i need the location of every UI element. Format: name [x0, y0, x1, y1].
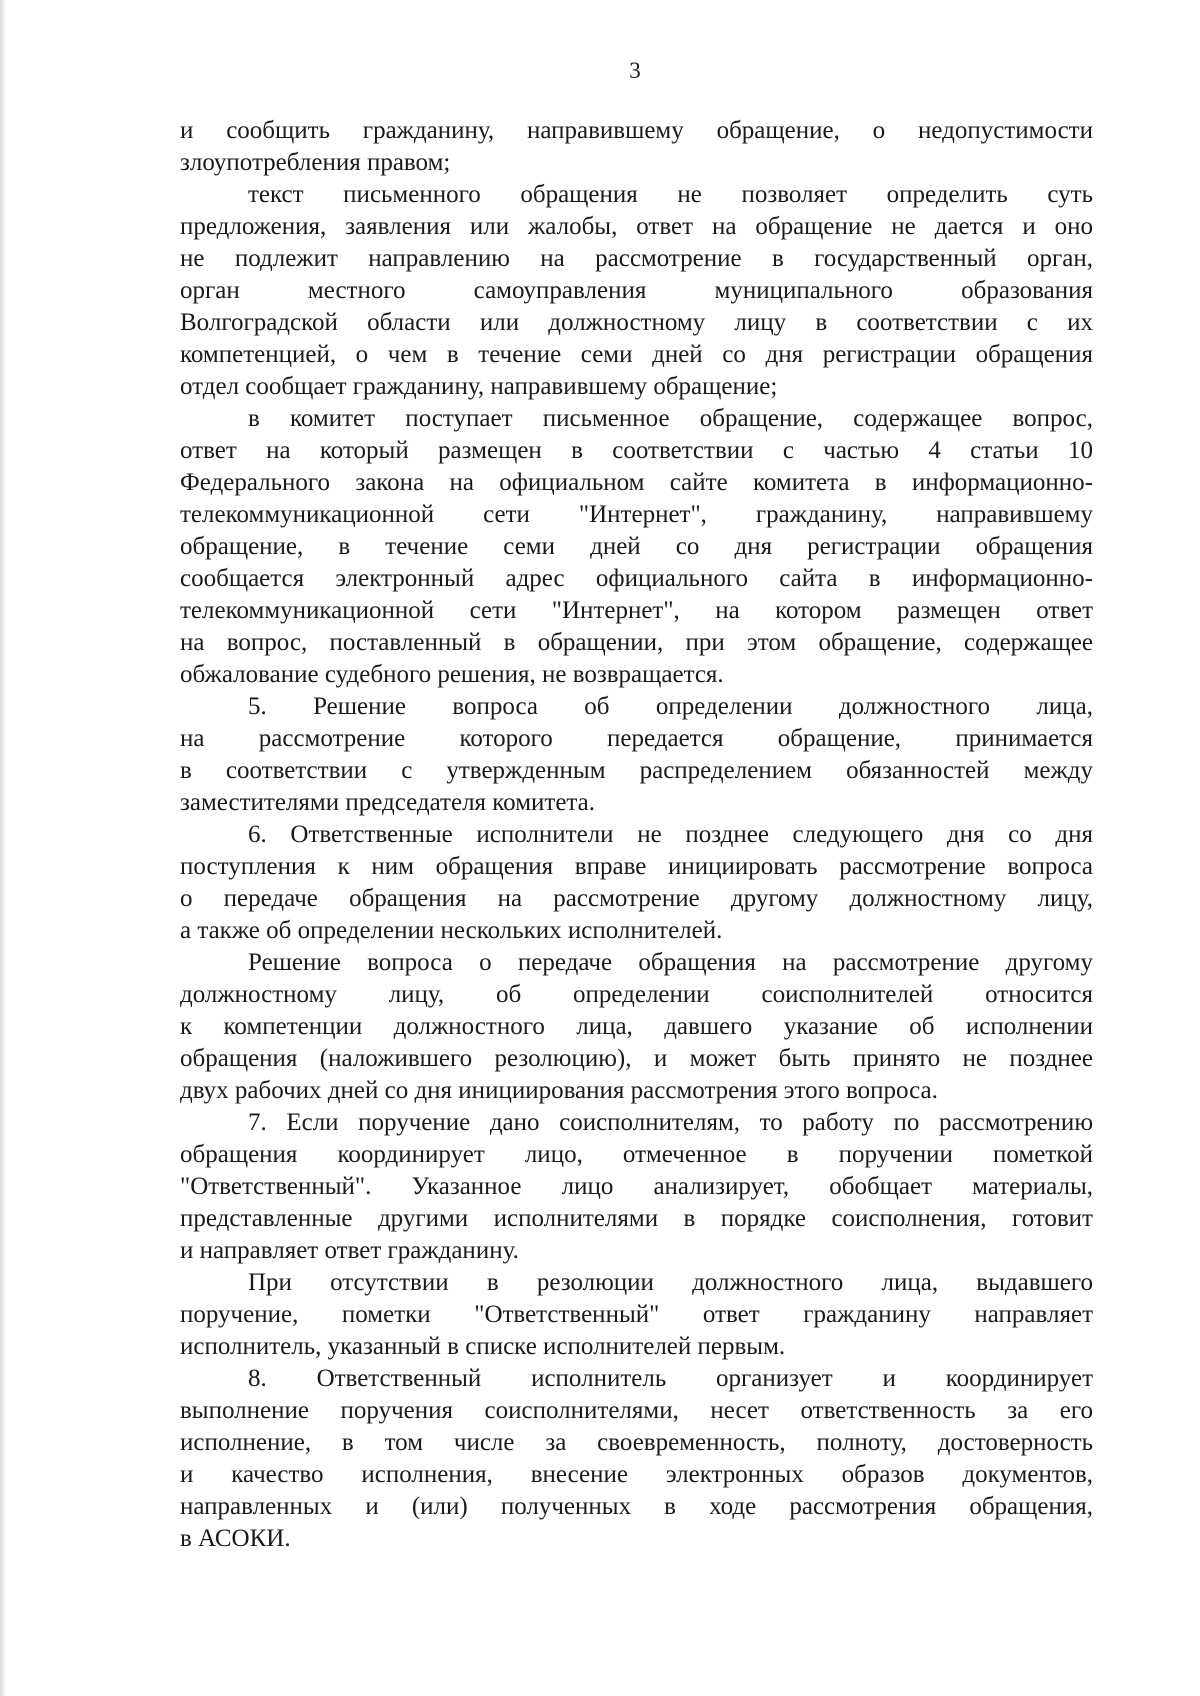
- text-line: Федерального закона на официальном сайте комитета в информационно-: [180, 469, 1093, 496]
- text-line: сообщается электронный адрес официального сайта в информационно-: [180, 565, 1093, 592]
- text-line: Волгоградской области или должностному лицу в соответствии с их: [180, 309, 1093, 336]
- text-line: 5. Решение вопроса об определении должностного лица,: [248, 693, 1093, 720]
- document-body: [180, 115, 1093, 1555]
- text-line: не подлежит направлению на рассмотрение в государственный орган,: [180, 245, 1093, 272]
- text-line: и качество исполнения, внесение электронных образов документов,: [180, 1461, 1093, 1488]
- text-line: на вопрос, поставленный в обращении, при этом обращение, содержащее: [180, 629, 1093, 656]
- text-line: заместителями председателя комитета.: [180, 789, 596, 816]
- text-line: и направляет ответ гражданину.: [180, 1237, 519, 1264]
- text-line: предложения, заявления или жалобы, ответ на обращение не дается и оно: [180, 213, 1093, 240]
- text-line: текст письменного обращения не позволяет определить суть: [248, 181, 1093, 208]
- text-line: компетенцией, о чем в течение семи дней со дня регистрации обращения: [180, 341, 1093, 368]
- text-line: злоупотребления правом;: [180, 149, 451, 176]
- scan-edge: [0, 0, 6, 1696]
- text-line: поступления к ним обращения вправе инициировать рассмотрение вопроса: [180, 853, 1093, 880]
- text-line: и сообщить гражданину, направившему обращение, о недопустимости: [180, 117, 1093, 144]
- text-line: 6. Ответственные исполнители не позднее следующего дня со дня: [248, 821, 1093, 848]
- text-line: ответ на который размещен в соответствии с частью 4 статьи 10: [180, 437, 1093, 464]
- text-line: 8. Ответственный исполнитель организует и координирует: [248, 1365, 1093, 1392]
- text-line: исполнение, в том числе за своевременность, полноту, достоверность: [180, 1429, 1093, 1456]
- text-line: двух рабочих дней со дня инициирования рассмотрения этого вопроса.: [180, 1077, 938, 1104]
- text-line: отдел сообщает гражданину, направившему обращение;: [180, 373, 778, 400]
- text-line: должностному лицу, об определении соисполнителей относится: [180, 981, 1093, 1008]
- text-line: направленных и (или) полученных в ходе рассмотрения обращения,: [180, 1493, 1093, 1520]
- text-line: исполнитель, указанный в списке исполнителей первым.: [180, 1333, 786, 1360]
- text-line: а также об определении нескольких исполнителей.: [180, 917, 723, 944]
- text-line: обращение, в течение семи дней со дня регистрации обращения: [180, 533, 1093, 560]
- text-line: выполнение поручения соисполнителями, несет ответственность за его: [180, 1397, 1093, 1424]
- text-line: в соответствии с утвержденным распределением обязанностей между: [180, 757, 1093, 784]
- text-line: орган местного самоуправления муниципального образования: [180, 277, 1093, 304]
- text-line: "Ответственный". Указанное лицо анализирует, обобщает материалы,: [180, 1173, 1093, 1200]
- text-line: При отсутствии в резолюции должностного лица, выдавшего: [248, 1269, 1093, 1296]
- text-line: телекоммуникационной сети "Интернет", гражданину, направившему: [180, 501, 1093, 528]
- text-line: о передаче обращения на рассмотрение другому должностному лицу,: [180, 885, 1093, 912]
- text-line: в комитет поступает письменное обращение, содержащее вопрос,: [248, 405, 1093, 432]
- text-line: обращения координирует лицо, отмеченное в поручении пометкой: [180, 1141, 1093, 1168]
- text-line: на рассмотрение которого передается обращение, принимается: [180, 725, 1093, 752]
- text-line: к компетенции должностного лица, давшего указание об исполнении: [180, 1013, 1093, 1040]
- text-line: представленные другими исполнителями в порядке соисполнения, готовит: [180, 1205, 1093, 1232]
- text-line: Решение вопроса о передаче обращения на рассмотрение другому: [248, 949, 1093, 976]
- text-line: обжалование судебного решения, не возвращается.: [180, 661, 724, 688]
- text-line: 7. Если поручение дано соисполнителям, то работу по рассмотрению: [248, 1109, 1093, 1136]
- text-line: телекоммуникационной сети "Интернет", на котором размещен ответ: [180, 597, 1093, 624]
- text-line: обращения (наложившего резолюцию), и может быть принято не позднее: [180, 1045, 1093, 1072]
- page-number: 3: [629, 58, 641, 83]
- text-line: в АСОКИ.: [180, 1525, 291, 1552]
- text-line: поручение, пометки "Ответственный" ответ гражданину направляет: [180, 1301, 1093, 1328]
